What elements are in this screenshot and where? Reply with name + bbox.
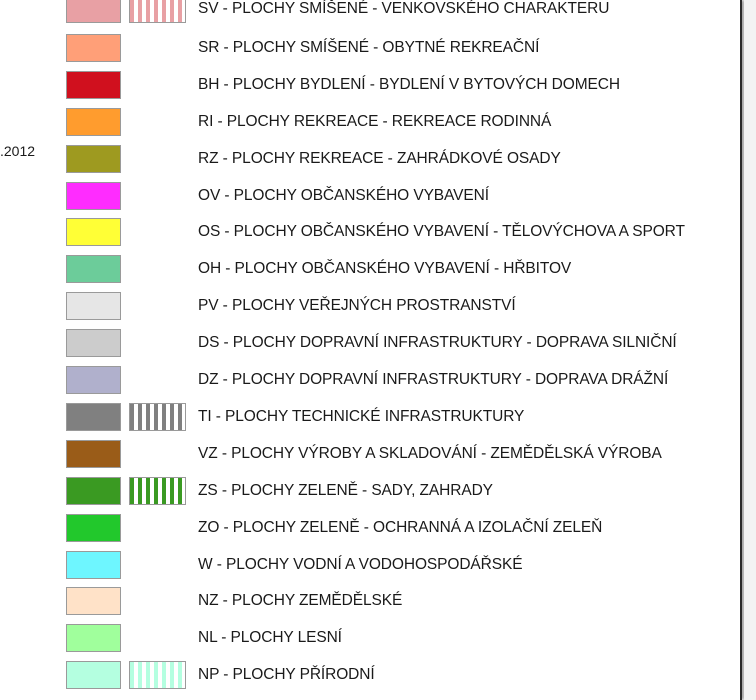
housing-apartments-swatch [66,71,121,99]
hatched-pattern-swatch [129,0,186,23]
legend-label: PV - PLOCHY VEŘEJNÝCH PROSTRANSTVÍ [198,297,516,315]
legend-label: BH - PLOCHY BYDLENÍ - BYDLENÍ V BYTOVÝCH DOMECH [198,75,620,93]
sports-swatch [66,218,121,246]
legend-item [0,661,740,689]
legend-label: RI - PLOCHY REKREACE - REKREACE RODINNÁ [198,112,552,130]
legend-item [0,218,740,246]
family-recreation-swatch [66,108,121,136]
legend-label: DS - PLOCHY DOPRAVNÍ INFRASTRUKTURY - DOPRAVA SILNIČNÍ [198,334,677,352]
cemetery-swatch [66,255,121,283]
hatched-pattern-swatch [129,477,186,505]
orchards-gardens-swatch [66,477,121,505]
legend-label: SV - PLOCHY SMÍŠENÉ - VENKOVSKÉHO CHARAKTERU [198,0,610,17]
natural-areas-swatch [66,661,121,689]
rail-transport-swatch [66,366,121,394]
mixed-residential-recreational-swatch [66,34,121,62]
legend-item [0,255,740,283]
legend-label: SR - PLOCHY SMÍŠENÉ - OBYTNÉ REKREAČNÍ [198,38,540,56]
background-strip [744,0,756,700]
legend-label: DZ - PLOCHY DOPRAVNÍ INFRASTRUKTURY - DOPRAVA DRÁŽNÍ [198,371,669,388]
legend-item [0,403,740,431]
legend-item [0,440,740,468]
side-note-year: .2012 [0,143,36,159]
legend-item [0,108,740,136]
road-transport-swatch [66,329,121,357]
technical-infrastructure-swatch [66,403,121,431]
legend-item [0,587,740,615]
legend-label: OV - PLOCHY OBČANSKÉHO VYBAVENÍ [198,186,489,204]
legend-label: VZ - PLOCHY VÝROBY A SKLADOVÁNÍ - ZEMĚDĚLSKÁ VÝROBA [198,444,662,462]
legend-label: TI - PLOCHY TECHNICKÉ INFRASTRUKTURY [198,407,525,425]
hatched-pattern-swatch [129,661,186,689]
legend-item [0,0,740,23]
legend-label: RZ - PLOCHY REKREACE - ZAHRÁDKOVÉ OSADY [198,149,561,167]
legend-item [0,624,740,652]
agricultural-land-swatch [66,587,121,615]
garden-colony-swatch [66,145,121,173]
legend-label: OS - PLOCHY OBČANSKÉHO VYBAVENÍ - TĚLOVÝCHOVA A SPORT [198,223,685,241]
legend-item [0,145,740,173]
civic-amenities-swatch [66,182,121,210]
legend-item [0,71,740,99]
legend-label: NZ - PLOCHY ZEMĚDĚLSKÉ [198,592,403,610]
mixed-rural-swatch [66,0,121,23]
legend-item [0,34,740,62]
legend-item [0,292,740,320]
public-space-swatch [66,292,121,320]
legend-label: NL - PLOCHY LESNÍ [198,629,342,647]
legend-item [0,514,740,542]
legend-label: OH - PLOCHY OBČANSKÉHO VYBAVENÍ - HŘBITOV [198,260,572,278]
hatched-pattern-swatch [129,403,186,431]
agricultural-production-swatch [66,440,121,468]
protective-greenery-swatch [66,514,121,542]
water-areas-swatch [66,551,121,579]
legend-label: ZS - PLOCHY ZELENĚ - SADY, ZAHRADY [198,481,493,499]
legend-item [0,551,740,579]
legend-item [0,477,740,505]
legend-item [0,366,740,394]
legend-item [0,329,740,357]
legend-label: ZO - PLOCHY ZELENĚ - OCHRANNÁ A IZOLAČNÍ ZELEŇ [198,518,603,536]
legend-label: NP - PLOCHY PŘÍRODNÍ [198,666,375,684]
forest-swatch [66,624,121,652]
legend-label: W - PLOCHY VODNÍ A VODOHOSPODÁŘSKÉ [198,555,523,573]
legend-item [0,182,740,210]
